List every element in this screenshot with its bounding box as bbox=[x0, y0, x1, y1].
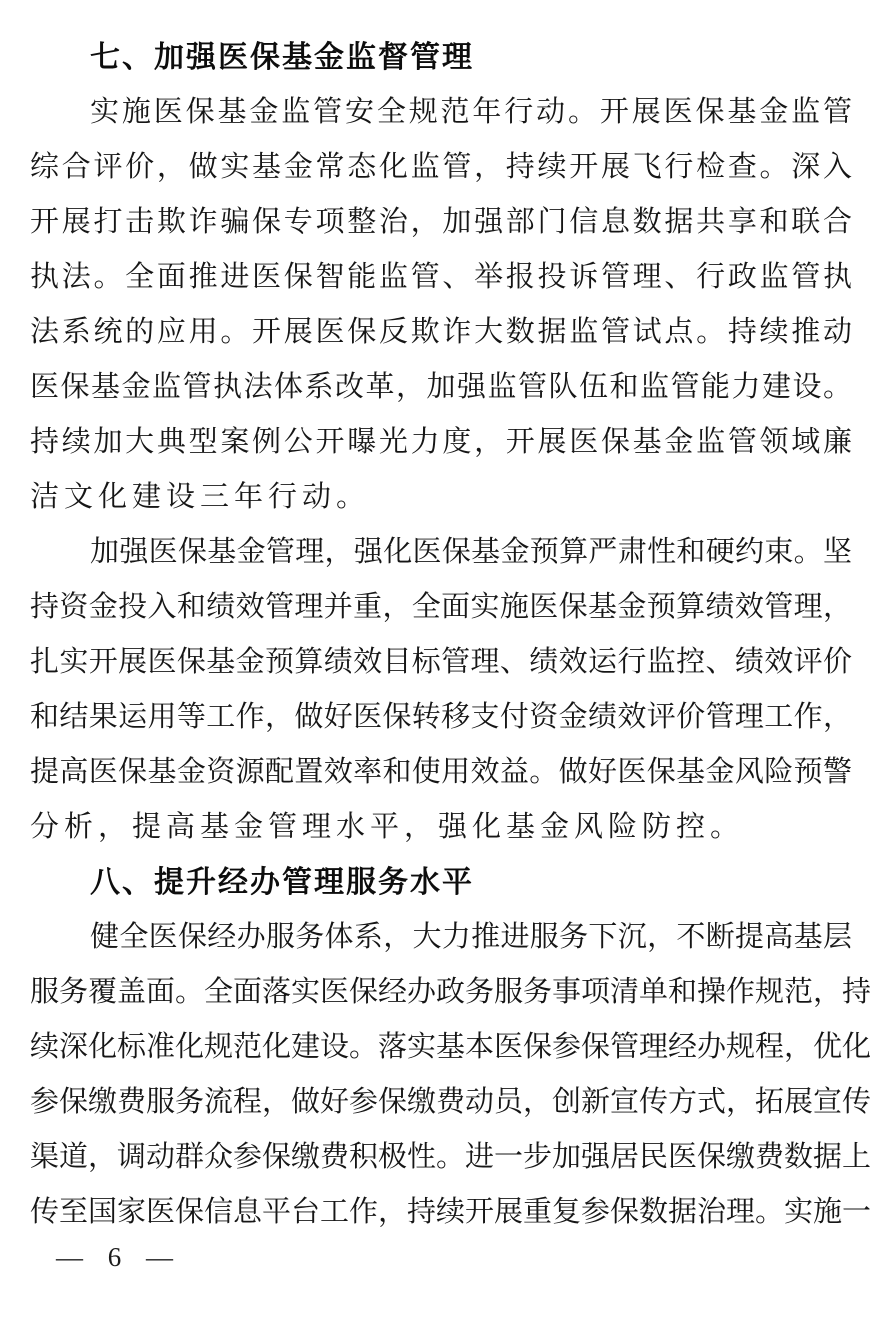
section-8-heading: 八、提升经办管理服务水平 bbox=[90, 866, 474, 899]
text-line: 参保缴费服务流程，做好参保缴费动员，创新宣传方式，拓展宣传 bbox=[30, 1086, 872, 1118]
text-line: 洁文化建设三年行动。 bbox=[30, 481, 371, 513]
text-line: 综合评价，做实基金常态化监管，持续开展飞行检查。深入 bbox=[30, 151, 852, 183]
text-line: 加强医保基金管理，强化医保基金预算严肃性和硬约束。坚 bbox=[90, 536, 852, 568]
text-line: 健全医保经办服务体系，大力推进服务下沉，不断提高基层 bbox=[90, 921, 852, 953]
text-line: 分析，提高基金管理水平，强化基金风险防控。 bbox=[30, 811, 745, 843]
text-line: 渠道，调动群众参保缴费积极性。进一步加强居民医保缴费数据上 bbox=[30, 1141, 872, 1173]
text-line: 和结果运用等工作，做好医保转移支付资金绩效评价管理工作， bbox=[30, 701, 852, 733]
text-line: 传至国家医保信息平台工作，持续开展重复参保数据治理。实施一 bbox=[30, 1196, 872, 1228]
text-line: 扎实开展医保基金预算绩效目标管理、绩效运行监控、绩效评价 bbox=[30, 646, 852, 678]
text-line: 开展打击欺诈骗保专项整治，加强部门信息数据共享和联合 bbox=[30, 206, 852, 238]
section-7-heading: 七、加强医保基金监督管理 bbox=[90, 41, 474, 74]
text-line: 执法。全面推进医保智能监管、举报投诉管理、行政监管执 bbox=[30, 261, 852, 293]
text-line: 提高医保基金资源配置效率和使用效益。做好医保基金风险预警 bbox=[30, 756, 852, 788]
text-line: 法系统的应用。开展医保反欺诈大数据监管试点。持续推动 bbox=[30, 316, 852, 348]
text-line: 持续加大典型案例公开曝光力度，开展医保基金监管领域廉 bbox=[30, 426, 852, 458]
document-content bbox=[30, 30, 872, 1240]
text-line: 医保基金监管执法体系改革，加强监管队伍和监管能力建设。 bbox=[30, 371, 852, 403]
text-line: 服务覆盖面。全面落实医保经办政务服务事项清单和操作规范，持 bbox=[30, 976, 872, 1008]
text-line: 实施医保基金监管安全规范年行动。开展医保基金监管 bbox=[90, 96, 852, 128]
text-line: 续深化标准化规范化建设。落实基本医保参保管理经办规程，优化 bbox=[30, 1031, 872, 1063]
text-line: 持资金投入和绩效管理并重，全面实施医保基金预算绩效管理， bbox=[30, 591, 852, 623]
page-number: — 6 — bbox=[56, 1242, 176, 1272]
